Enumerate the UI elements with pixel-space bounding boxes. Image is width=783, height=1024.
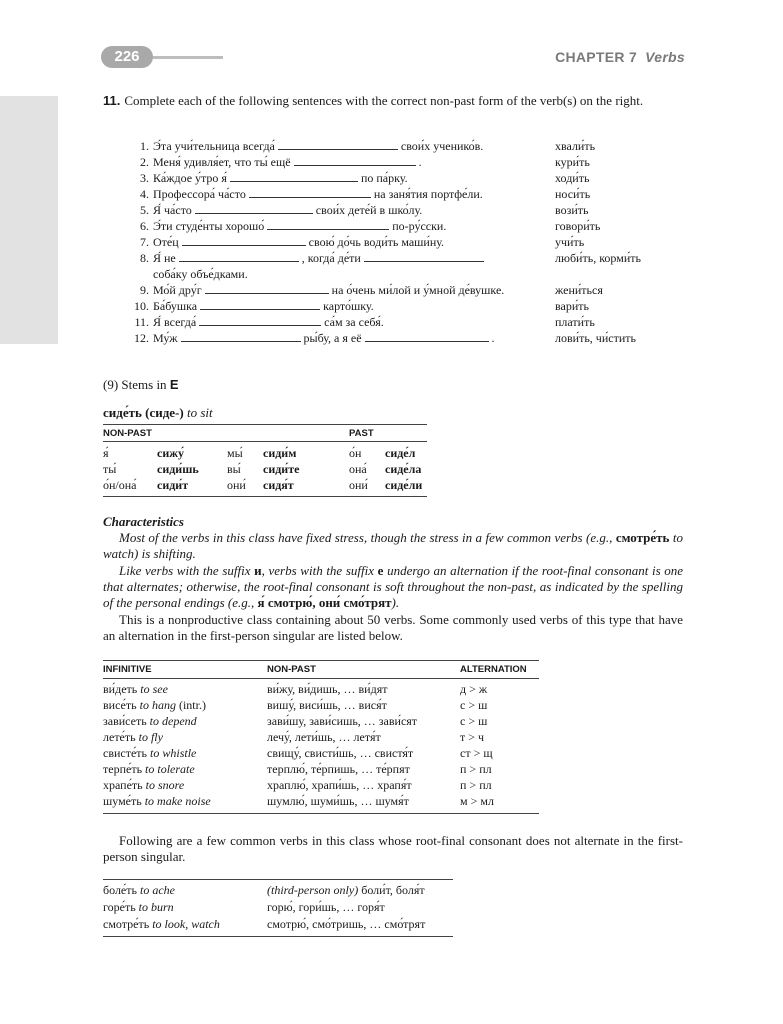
infinitive: шуме́ть xyxy=(103,794,142,808)
sentence-row xyxy=(105,314,685,330)
verb-prompt: вари́ть xyxy=(555,299,589,313)
pronoun: они́ xyxy=(349,478,368,492)
verb-prompt: говори́ть xyxy=(555,219,601,233)
alternation-cell: п > пл xyxy=(460,762,492,776)
exercise-number: 11. xyxy=(103,93,121,108)
nonpast-cell xyxy=(267,883,425,898)
characteristics-paragraph xyxy=(103,563,683,611)
answer-blank[interactable] xyxy=(181,331,301,342)
sentence-text xyxy=(153,138,483,154)
nonpast-cell: ви́жу, ви́дишь, … ви́дят xyxy=(267,682,388,696)
verb-prompt: вози́ть xyxy=(555,203,589,217)
sentence-row xyxy=(105,234,685,250)
infinitive: горе́ть xyxy=(103,900,136,914)
sentence-row xyxy=(105,282,685,298)
gloss: to tolerate xyxy=(145,762,195,776)
sentence-start: Э́та учи́тельница всегда́ xyxy=(153,139,275,153)
verb-form: сижу́ xyxy=(157,446,184,460)
infinitive: зави́сеть xyxy=(103,714,147,728)
sentence-number: 8. xyxy=(140,251,149,265)
verb-form: сиди́те xyxy=(263,462,300,476)
verb-form: сиди́м xyxy=(263,446,297,460)
usage-note: (third-person only) xyxy=(267,883,359,897)
answer-blank[interactable] xyxy=(278,139,398,150)
sentence-text: соба́ку объе́дками. xyxy=(153,267,248,281)
sentence-start: Му́ж xyxy=(153,331,178,345)
characteristics-paragraph xyxy=(103,530,683,562)
sentence-end: на заня́тия портфе́ли. xyxy=(373,187,483,201)
page-edge-tab xyxy=(0,96,58,344)
sentence-start: Меня́ удивля́ет, что ты́ ещё xyxy=(153,155,291,169)
infinitive: лете́ть xyxy=(103,730,136,744)
verb-form: сиди́шь xyxy=(157,462,199,476)
answer-blank[interactable] xyxy=(199,315,321,326)
nonpast-cell: терплю́, те́рпишь, … те́рпят xyxy=(267,762,410,776)
sentence-number: 9. xyxy=(140,283,149,297)
verb-prompt: хвали́ть xyxy=(555,139,596,153)
infinitive: смотре́ть xyxy=(103,917,150,931)
answer-blank[interactable] xyxy=(179,251,299,262)
sentence-text xyxy=(153,154,422,170)
verb-form: сиде́ли xyxy=(385,478,423,492)
pronoun: она́ xyxy=(349,462,367,476)
verb-prompt: ходи́ть xyxy=(555,171,590,185)
para-text: to watch) is shifting. xyxy=(103,530,683,561)
sentence-text xyxy=(153,250,487,266)
sentence-text xyxy=(153,186,483,202)
gloss: to look, watch xyxy=(152,917,220,931)
pronoun: они́ xyxy=(227,478,246,492)
sentence-row xyxy=(105,138,685,154)
verb-prompt: лови́ть, чи́стить xyxy=(555,331,636,345)
answer-blank[interactable] xyxy=(230,171,358,182)
infinitive-cell xyxy=(103,762,195,777)
table-rule xyxy=(103,441,427,442)
sentence-start: Оте́ц xyxy=(153,235,179,249)
verb-form: сиде́ла xyxy=(385,462,422,476)
nonpast-cell: храплю́, храпи́шь, … храпя́т xyxy=(267,778,412,792)
page-number: 226 xyxy=(101,46,153,68)
sentence-row xyxy=(105,298,685,314)
characteristics-heading: Characteristics xyxy=(103,514,184,529)
sentence-number: 2. xyxy=(140,155,149,169)
sentence-row xyxy=(105,170,685,186)
infinitive-cell xyxy=(103,714,197,729)
answer-blank[interactable] xyxy=(200,299,320,310)
gloss: to fly xyxy=(138,730,163,744)
sentence-row xyxy=(105,186,685,202)
sentence-row xyxy=(105,250,685,266)
infinitive-cell xyxy=(103,698,206,713)
sentence-start: Я́ всегда́ xyxy=(153,315,197,329)
exercise-instruction xyxy=(103,93,683,109)
nonpast-cell: лечу́, лети́шь, … летя́т xyxy=(267,730,381,744)
column-header: INFINITIVE xyxy=(103,664,152,675)
nonpast-forms: боли́т, боля́т xyxy=(361,883,425,897)
nonpast-cell: шумлю́, шуми́шь, … шумя́т xyxy=(267,794,409,808)
sentence-number: 6. xyxy=(140,219,149,233)
table-rule xyxy=(103,496,427,497)
column-header: NON-PAST xyxy=(267,664,316,675)
section-letter: Е xyxy=(169,377,179,392)
para-text: , verbs with the suffix xyxy=(261,563,374,578)
para-text: Most of the verbs in this class have fixed stress, though the stress in a few common verbs (e.g., xyxy=(119,530,613,545)
verb-form: сиде́л xyxy=(385,446,416,460)
verb-prompt: плати́ть xyxy=(555,315,595,329)
para-text: ). xyxy=(391,595,400,610)
sentence-number: 4. xyxy=(140,187,149,201)
sentence-number: 11. xyxy=(134,315,149,329)
sentence-row xyxy=(105,330,685,346)
verb-prompt: учи́ть xyxy=(555,235,585,249)
alternation-cell: с > ш xyxy=(460,714,488,728)
sentence-text xyxy=(153,282,504,298)
verb-prompt: жени́ться xyxy=(555,283,603,297)
sentence-row xyxy=(105,154,685,170)
infinitive: храпе́ть xyxy=(103,778,143,792)
answer-blank[interactable] xyxy=(267,219,389,230)
sentence-start: Я́ не xyxy=(153,251,176,265)
alternation-cell: ст > щ xyxy=(460,746,493,760)
running-head xyxy=(555,49,685,65)
nonpast-cell: зави́шу, зави́сишь, … зави́сят xyxy=(267,714,418,728)
sentence-text xyxy=(153,298,374,314)
sentence-middle: ры́бу, а я её xyxy=(303,331,362,345)
gloss: to snore xyxy=(145,778,185,792)
sentence-text xyxy=(153,234,444,250)
answer-blank[interactable] xyxy=(205,283,329,294)
chapter-label: CHAPTER 7 xyxy=(555,49,638,65)
alternation-cell: м > мл xyxy=(460,794,494,808)
infinitive: терпе́ть xyxy=(103,762,143,776)
answer-blank[interactable] xyxy=(365,331,489,342)
section-label: (9) Stems in xyxy=(103,377,167,392)
verb-prompt: кури́ть xyxy=(555,155,590,169)
sentence-number: 10. xyxy=(134,299,149,313)
following-paragraph: Following are a few common verbs in this class whose root-final consonant does not alternate in the first-person singular. xyxy=(103,833,683,864)
table-rule xyxy=(103,678,539,679)
sentence-end: свою́ до́чь води́ть маши́ну. xyxy=(308,235,445,249)
infinitive-cell xyxy=(103,746,196,761)
infinitive-cell xyxy=(103,917,220,932)
gloss: to make noise xyxy=(144,794,211,808)
sentence-text xyxy=(153,170,408,186)
sentence-end: карто́шку. xyxy=(323,299,374,313)
sentence-start: Ба́бушка xyxy=(153,299,198,313)
infinitive-cell xyxy=(103,900,174,915)
para-text: undergo an alternation if the root-final consonant is one that alternates; otherwise, the root-final consonant is soft throughout the non-past, as indicated by the spelling of the personal endings (e.g., xyxy=(103,563,684,610)
pronoun: о́н xyxy=(349,446,362,460)
sentence-row xyxy=(105,202,685,218)
sentence-start: Ка́ждое у́тро я́ xyxy=(153,171,227,185)
pronoun: вы́ xyxy=(227,462,241,476)
answer-blank[interactable] xyxy=(195,203,313,214)
sentence-number: 5. xyxy=(140,203,149,217)
answer-blank[interactable] xyxy=(364,251,484,262)
sentence-end: . xyxy=(418,155,422,169)
sentence-end: по-ру́сски. xyxy=(392,219,447,233)
sentence-end: свои́х ученико́в. xyxy=(400,139,484,153)
answer-blank[interactable] xyxy=(182,235,306,246)
nonpast-header: NON-PAST xyxy=(103,428,152,439)
pronoun: о́н/она́ xyxy=(103,478,137,492)
sentence-end: свои́х дете́й в шко́лу. xyxy=(315,203,423,217)
para-text: Like verbs with the suffix xyxy=(119,563,251,578)
verb-prompt: люби́ть, корми́ть xyxy=(555,251,641,265)
nonpast-cell: горю́, гори́шь, … горя́т xyxy=(267,900,385,914)
paradigm-verb: сиде́ть xyxy=(103,405,142,420)
alternation-cell: д > ж xyxy=(460,682,488,696)
infinitive: ви́деть xyxy=(103,682,138,696)
table-rule xyxy=(103,936,453,937)
table-rule xyxy=(103,424,427,425)
paradigm-gloss: to sit xyxy=(186,405,213,420)
verb-form: сиди́т xyxy=(157,478,189,492)
infinitive-cell xyxy=(103,730,163,745)
table-rule xyxy=(103,660,539,661)
sentence-number: 12. xyxy=(134,331,149,345)
verb-prompt: носи́ть xyxy=(555,187,591,201)
sentence-end: на о́чень ми́лой и у́мной де́вушке. xyxy=(331,283,505,297)
nonpast-cell: свищу́, свисти́шь, … свистя́т xyxy=(267,746,414,760)
sentence-middle: , когда́ де́ти xyxy=(301,251,361,265)
sentence-end: по па́рку. xyxy=(360,171,408,185)
sentence-end: са́м за себя́. xyxy=(324,315,384,329)
infinitive-cell xyxy=(103,778,184,793)
sentence-number: 1. xyxy=(140,139,149,153)
sentence-end: . xyxy=(491,331,495,345)
sentence-text xyxy=(153,330,495,346)
para-suffix: е xyxy=(377,563,384,578)
sentence-start: Я́ ча́сто xyxy=(153,203,192,217)
answer-blank[interactable] xyxy=(294,155,416,166)
characteristics-paragraph: This is a nonproductive class containing about 50 verbs. Some commonly used verbs of this type that have an alternation in the first-person singular are listed below. xyxy=(103,612,683,643)
para-example: я́ смотрю́, они́ смо́трят xyxy=(257,595,392,610)
infinitive: свисте́ть xyxy=(103,746,148,760)
pronoun: ты́ xyxy=(103,462,117,476)
pronoun: мы́ xyxy=(227,446,243,460)
gloss: to hang xyxy=(139,698,176,712)
table-rule xyxy=(103,879,453,880)
header-rule xyxy=(153,56,223,59)
infinitive: висе́ть xyxy=(103,698,137,712)
sentence-text xyxy=(153,202,422,218)
exercise-instruction-text: Complete each of the following sentences with the correct non-past form of the verb(s) on the right. xyxy=(124,93,644,108)
alternation-cell: с > ш xyxy=(460,698,488,712)
sentence-row xyxy=(105,266,685,282)
column-header: ALTERNATION xyxy=(460,664,527,675)
nonpast-cell: вишу́, виси́шь, … вися́т xyxy=(267,698,387,712)
gloss: to whistle xyxy=(150,746,197,760)
sentence-start: Профессора́ ча́сто xyxy=(153,187,246,201)
alternation-cell: т > ч xyxy=(460,730,485,744)
sentence-number: 3. xyxy=(140,171,149,185)
section-heading xyxy=(103,377,178,393)
sentence-start: Мо́й дру́г xyxy=(153,283,202,297)
pronoun: я́ xyxy=(103,446,109,460)
alternation-cell: п > пл xyxy=(460,778,492,792)
gloss-note: (intr.) xyxy=(178,698,206,712)
para-example: смотре́ть xyxy=(615,530,670,545)
gloss: to burn xyxy=(138,900,174,914)
gloss: to ache xyxy=(139,883,175,897)
past-header: PAST xyxy=(349,428,374,439)
para-suffix: и xyxy=(254,563,262,578)
sentence-text xyxy=(153,314,384,330)
infinitive-cell xyxy=(103,883,175,898)
gloss: to see xyxy=(140,682,168,696)
gloss: to depend xyxy=(149,714,197,728)
nonpast-cell: смотрю́, смо́тришь, … смо́трят xyxy=(267,917,426,931)
sentence-number: 7. xyxy=(140,235,149,249)
paradigm-title xyxy=(103,405,213,421)
table-rule xyxy=(103,813,539,814)
paradigm-stem: (сиде-) xyxy=(145,405,184,420)
infinitive-cell xyxy=(103,682,168,697)
sentence-row xyxy=(105,218,685,234)
chapter-title: Verbs xyxy=(645,49,685,65)
sentence-start: Э́ти студе́нты хорошо́ xyxy=(153,219,265,233)
infinitive-cell xyxy=(103,794,211,809)
sentence-text xyxy=(153,218,446,234)
verb-form: сидя́т xyxy=(263,478,294,492)
infinitive: боле́ть xyxy=(103,883,137,897)
answer-blank[interactable] xyxy=(249,187,371,198)
